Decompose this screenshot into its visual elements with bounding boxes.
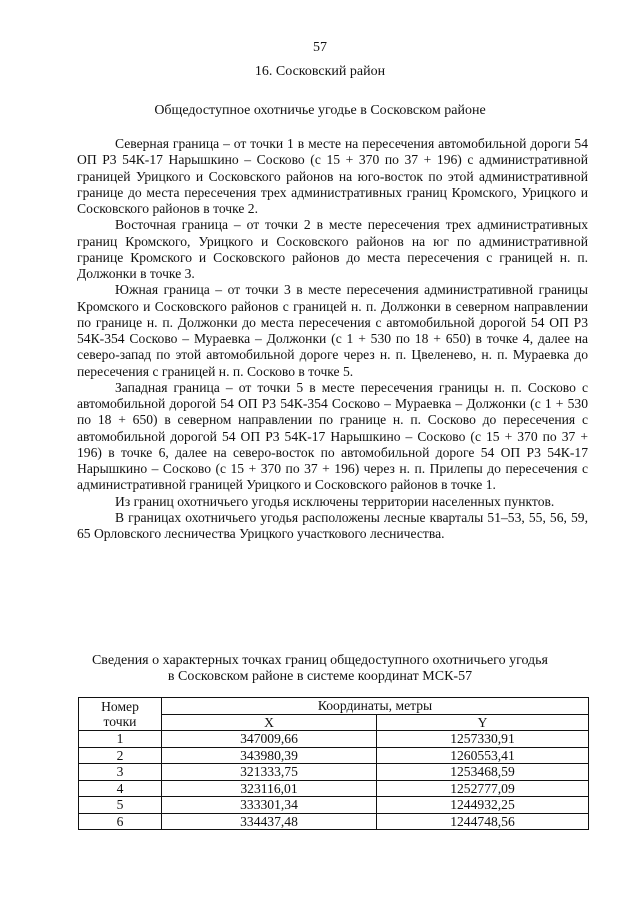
- point-number-cell: 3: [79, 764, 162, 781]
- coordinates-table: [78, 697, 589, 830]
- coordinates-header: Координаты, метры: [162, 698, 589, 715]
- y-coordinate-cell: 1260553,41: [377, 747, 589, 764]
- table-row: [79, 780, 589, 797]
- page-number: 57: [313, 40, 327, 55]
- table-caption-line-2: в Сосковском районе в системе координат МСК-57: [167, 669, 473, 684]
- point-number-cell: 1: [79, 731, 162, 748]
- point-number-cell: 6: [79, 813, 162, 830]
- x-coordinate-cell: 347009,66: [162, 731, 377, 748]
- point-number-cell: 5: [79, 797, 162, 814]
- x-coordinate-cell: 321333,75: [162, 764, 377, 781]
- x-coordinate-cell: 343980,39: [162, 747, 377, 764]
- point-number-header-line-1: Номер: [101, 698, 139, 714]
- x-coordinate-cell: 323116,01: [162, 780, 377, 797]
- table-caption-line-1: Сведения о характерных точках границ общедоступного охотничьего угодья: [91, 653, 549, 668]
- table-caption: [0, 653, 640, 685]
- point-number-header-line-2: точки: [103, 714, 137, 729]
- table-header-row: [79, 698, 589, 715]
- table-row: [79, 797, 589, 814]
- x-coordinate-cell: 333301,34: [162, 797, 377, 814]
- district-title: 16. Сосковский район: [254, 64, 386, 79]
- west-boundary-paragraph: Западная граница – от точки 5 в месте пересечения границы н. п. Сосково с автомобильной дорогой 54 ОП Р3 54К-354 Сосково – Мураевка – Должонки (с 1 + 530 по 18 + 650) в северном направлении по границе н. п. Сосково до пересечения с автомобильной дорогой 54 ОП Р3 54К-17 Нарышкино – Сосково (с 15 + 370 по 37 + 196) в точке 6, далее на северо-восток по автомобильной дороге 54 ОП Р3 54К-17 Нарышкино – Сосково (с 15 + 370 по 37 + 196) через н. п. Прилепы до пересечения с административной границей Урицкого и Сосковского районов в точке 1.: [77, 379, 588, 493]
- boundary-description: [77, 136, 588, 542]
- y-coordinate-cell: 1244932,25: [377, 797, 589, 814]
- point-number-cell: 4: [79, 780, 162, 797]
- land-title: Общедоступное охотничье угодье в Сосковском районе: [154, 103, 486, 118]
- exclusions-paragraph: Из границ охотничьего угодья исключены территории населенных пунктов.: [115, 493, 555, 509]
- table-row: [79, 764, 589, 781]
- x-header: X: [162, 714, 377, 731]
- y-coordinate-cell: 1253468,59: [377, 764, 589, 781]
- east-boundary-paragraph: Восточная граница – от точки 2 в месте пересечения трех административных границ Кромского, Урицкого и Сосковского районов на юг по административной границе Кромского и Сосковского районов до места пересечения с границей н. п. Должонки в точке 3.: [77, 217, 588, 281]
- forest-quarters-paragraph: В границах охотничьего угодья расположены лесные кварталы 51–53, 55, 56, 59, 65 Орловского лесничества Урицкого участкового лесничества.: [77, 509, 588, 541]
- y-coordinate-cell: 1244748,56: [377, 813, 589, 830]
- table-row: [79, 813, 589, 830]
- y-header: Y: [377, 714, 589, 731]
- table-row: [79, 747, 589, 764]
- north-boundary-paragraph: Северная граница – от точки 1 в месте на пересечения автомобильной дороги 54 ОП Р3 54К-17 Нарышкино – Сосково (с 15 + 370 по 37 + 196) с административной границей Урицкого и Сосковского районов на юго-восток по этой административной границе до места пересечения трех административных границ Кромского, Урицкого и Сосковского районов в точке 2.: [77, 136, 588, 216]
- point-number-cell: 2: [79, 747, 162, 764]
- y-coordinate-cell: 1257330,91: [377, 731, 589, 748]
- point-number-header: [79, 698, 162, 731]
- x-coordinate-cell: 334437,48: [162, 813, 377, 830]
- y-coordinate-cell: 1252777,09: [377, 780, 589, 797]
- table-row: [79, 731, 589, 748]
- south-boundary-paragraph: Южная граница – от точки 3 в месте пересечения административной границы Кромского и Сосковского районов с границей н. п. Должонки в северном направлении по границе н. п. Должонки до места пересечения с автомобильной дорогой 54 ОП Р3 54К-354 Сосково – Мураевка – Должонки (с 1 + 530 по 18 + 650) в точке 4, далее на северо-запад по этой автомобильной дороге через н. п. Цвеленево, н. п. Мураевка до пересечения с границей н. п. Сосково в точке 5.: [77, 282, 588, 379]
